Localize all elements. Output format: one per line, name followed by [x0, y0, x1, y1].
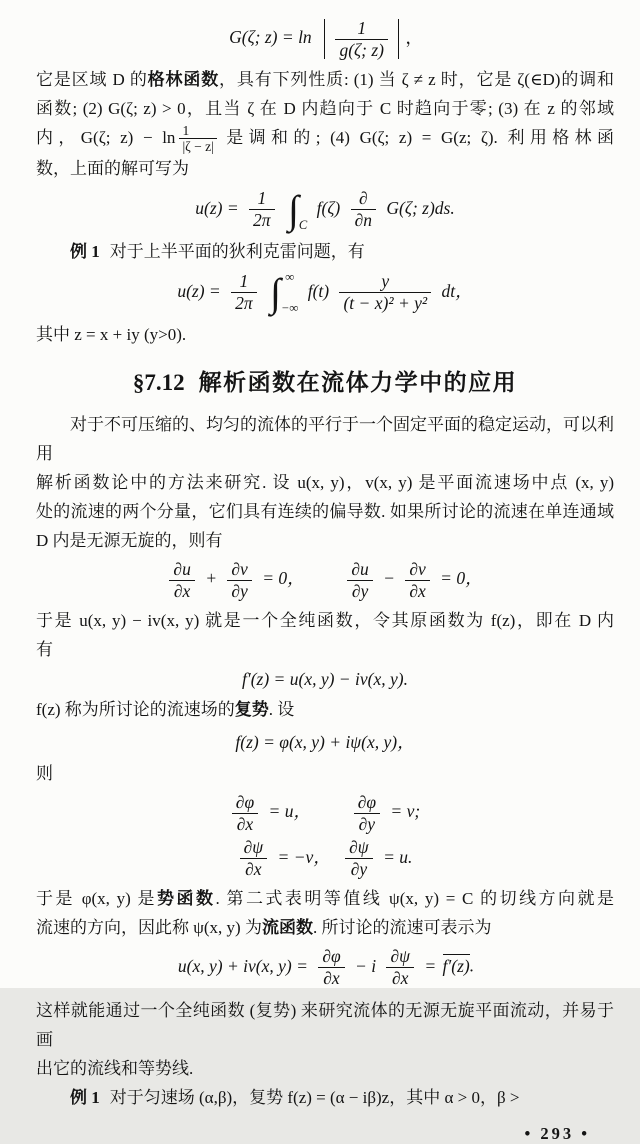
equation-tail: = 0，: [440, 568, 483, 589]
equation-tail: = u，: [268, 801, 311, 822]
example-text: 对于匀速场 (α,β)，复势 f(z) = (α − iβ)z，其中 α > 0，β >: [109, 1088, 520, 1107]
formula-green-solution: [36, 188, 614, 232]
paragraph-intro-line4: D 内是无源无旋的，则有: [36, 530, 223, 550]
example-uniform-field: [36, 1083, 614, 1112]
formula-green-lhs: G(ζ; z) = ln: [229, 27, 312, 48]
text-run: . 设: [268, 699, 295, 719]
paragraph-green-line3: [36, 123, 614, 154]
text-run: 内，G(ζ; z) − ln: [36, 127, 176, 147]
formula-period: .: [469, 955, 475, 976]
fraction-denominator: ∂x: [236, 813, 254, 834]
integral-glyph: ∫: [287, 186, 299, 232]
example-text: 对于上半平面的狄利克雷问题，有: [109, 241, 365, 261]
paragraph-intro-line3: 处的流速的两个分量，它们具有连续的偏导数. 如果所讨论的流速在单连通域: [36, 501, 614, 521]
page-number: • 293 •: [524, 1124, 590, 1143]
section-heading: [36, 364, 614, 397]
fraction-dpsi-dx: [386, 947, 414, 988]
fraction-numerator: ∂φ: [318, 947, 344, 968]
fraction-dv-dy: [227, 560, 251, 601]
term-green-function: 格林函数: [147, 69, 220, 89]
text-run: 流速的方向，因此称 ψ(x, y) 为: [36, 918, 262, 938]
fraction-numerator: ∂v: [405, 560, 429, 581]
fraction-denominator: ∂y: [350, 859, 368, 880]
text-run: ，具有下列性质: (1) 当 ζ ≠ z 时，它是 ζ(∈D)的调和: [219, 69, 614, 89]
equation-tail: = v;: [390, 801, 421, 822]
paragraph-green-line1: [36, 65, 614, 94]
fraction-kernel: [339, 272, 431, 313]
text-run: 于是 φ(x, y) 是: [36, 889, 158, 909]
fraction-dphi-dy: [354, 793, 380, 834]
formula-rhs: G(ζ; z)ds.: [386, 197, 455, 218]
fraction-du-dx: [169, 560, 194, 601]
term-potential-function: 势函数: [157, 889, 216, 909]
fraction-partial-n: [351, 189, 376, 230]
fraction-numerator: ∂v: [227, 560, 251, 581]
paragraph-where: 其中 z = x + iy (y>0).: [36, 324, 187, 344]
text-run: 是调和的; (4) G(ζ; z) = G(z; ζ). 利用格林函: [220, 127, 615, 147]
section-title: 解析函数在流体力学中的应用: [198, 369, 518, 395]
fraction-numerator: ∂u: [347, 560, 372, 581]
integral-lower-limit: −∞: [280, 301, 299, 316]
equation-tail: = −v，: [277, 846, 331, 867]
fraction-dphi-dx: [318, 947, 344, 988]
formula-green-tail: ，: [405, 27, 423, 48]
example-label: 例 1: [70, 1088, 100, 1107]
integral-contour: [288, 188, 307, 232]
paragraph-complex-potential: [36, 695, 614, 724]
fraction-denominator: (t − x)² + y²: [343, 293, 428, 314]
operator-equals: =: [424, 955, 437, 976]
text-run: . 所讨论的流速可表示为: [312, 918, 492, 938]
paragraph-conclusion-line2: 出它的流线和等势线.: [36, 1059, 194, 1078]
fraction-denominator: g(ζ; z): [339, 39, 384, 60]
fraction-numerator: y: [339, 272, 431, 293]
paragraph-intro-line2: 解析函数论中的方法来研究. 设 u(x, y)，v(x, y) 是平面流速场中点 (x, y): [36, 472, 614, 492]
fraction-numerator: ∂φ: [232, 793, 258, 814]
text-run: 它是区域 D 的: [36, 69, 148, 89]
fraction-green: [335, 19, 388, 60]
text-run: f(z) 称为所讨论的流速场的: [36, 699, 235, 719]
fraction-half-2pi: [249, 189, 275, 230]
conjugate-f-prime: f′(z): [442, 955, 470, 976]
section-number: §7.12: [132, 369, 185, 395]
fraction-numerator: ∂: [351, 189, 376, 210]
fraction-denominator: ∂x: [392, 968, 409, 989]
fraction-numerator: 1: [335, 19, 388, 40]
fraction-numerator: 1: [231, 272, 257, 293]
example-dirichlet: [36, 237, 614, 266]
fraction-half-2pi: [231, 272, 257, 313]
formula-incompressible-irrotational: [36, 560, 614, 601]
fraction-numerator: 1: [249, 189, 275, 210]
formula-stream-relations: [36, 838, 614, 879]
formula-green-function: [36, 19, 614, 60]
fraction-dv-dx: [405, 560, 429, 601]
formula-decomposition: f(z) = φ(x, y) + iψ(x, y)，: [235, 731, 415, 752]
fraction-denominator: ∂x: [245, 859, 262, 880]
operator-minus: −: [383, 568, 395, 589]
integral-lower-limit: C: [298, 218, 308, 233]
paragraph-green-line4: 数，上面的解可写为: [36, 158, 189, 178]
formula-f-prime: f′(z) = u(x, y) − iv(x, y).: [242, 668, 408, 689]
formula-potential-relations: [36, 793, 614, 834]
paragraph-stream-line2: [36, 913, 614, 942]
fraction-denominator: 2π: [253, 210, 271, 231]
formula-lhs: u(x, y) + iv(x, y) =: [177, 955, 308, 976]
formula-rhs: dt，: [441, 280, 473, 301]
fraction-dphi-dx: [232, 793, 258, 834]
integrand-f: f(t): [307, 280, 330, 301]
fraction-denominator: 2π: [235, 293, 253, 314]
paragraph-stream-line1: [36, 884, 614, 913]
operator-minus-i: − i: [355, 955, 377, 976]
fraction-denominator: ∂x: [173, 580, 191, 601]
fraction-dpsi-dy: [345, 838, 373, 879]
fraction-numerator: ∂ψ: [386, 947, 414, 968]
paragraph-intro-line1: 对于不可压缩的、均匀的流体的平行于一个固定平面的稳定运动，可以利用: [36, 414, 614, 463]
fraction-denominator: ∂y: [231, 580, 248, 601]
fraction-numerator: 1: [179, 124, 216, 140]
fraction-numerator: ∂ψ: [240, 838, 268, 859]
fraction-denominator: ∂y: [358, 813, 376, 834]
term-complex-potential: 复势: [234, 699, 269, 719]
abs-bar-left: [324, 19, 325, 59]
integral-upper-limit: ∞: [285, 269, 295, 284]
fraction-denominator: ∂x: [409, 580, 426, 601]
integral-glyph: ∫: [270, 269, 281, 315]
equation-tail: = u.: [383, 846, 413, 867]
paragraph-holomorphic-line1: 于是 u(x, y) − iv(x, y) 就是一个全纯函数，令其原函数为 f(z)，即在 D 内: [36, 610, 614, 630]
operator-plus: +: [205, 568, 218, 589]
fraction-denominator: ∂n: [354, 210, 373, 231]
fraction-denominator: ∂y: [351, 580, 369, 601]
fraction-numerator: ∂u: [169, 560, 194, 581]
fraction-numerator: ∂ψ: [345, 838, 373, 859]
formula-lhs: u(z) =: [195, 197, 239, 218]
paragraph-then: 则: [36, 763, 53, 783]
paragraph-conclusion-line1: 这样就能通过一个全纯函数 (复势) 来研究流体的无源无旋平面流动，并易于画: [36, 1001, 614, 1049]
fraction-dpsi-dx: [240, 838, 268, 879]
text-run: . 第二式表明等值线 ψ(x, y) = C 的切线方向就是: [215, 889, 615, 909]
integrand-f: f(ζ): [316, 197, 341, 218]
formula-lhs: u(z) =: [177, 280, 221, 301]
paragraph-green-line2: 函数; (2) G(ζ; z) > 0，且当 ζ 在 D 内趋向于 C 时趋向于零; (3) 在 z 的邻域: [36, 98, 614, 118]
paragraph-holomorphic-line2: 有: [36, 639, 53, 659]
abs-bar-right: [398, 19, 399, 59]
fraction-denominator: |ζ − z|: [182, 139, 214, 155]
example-label: 例 1: [70, 241, 100, 261]
equation-tail: = 0，: [262, 568, 305, 589]
formula-poisson-kernel: [36, 271, 614, 315]
inline-fraction: [179, 124, 216, 154]
term-stream-function: 流函数: [261, 918, 313, 938]
integral-real-line: [270, 271, 298, 315]
formula-velocity: [36, 947, 614, 988]
fraction-denominator: ∂x: [323, 968, 340, 989]
fraction-du-dy: [347, 560, 372, 601]
fraction-numerator: ∂φ: [354, 793, 380, 814]
